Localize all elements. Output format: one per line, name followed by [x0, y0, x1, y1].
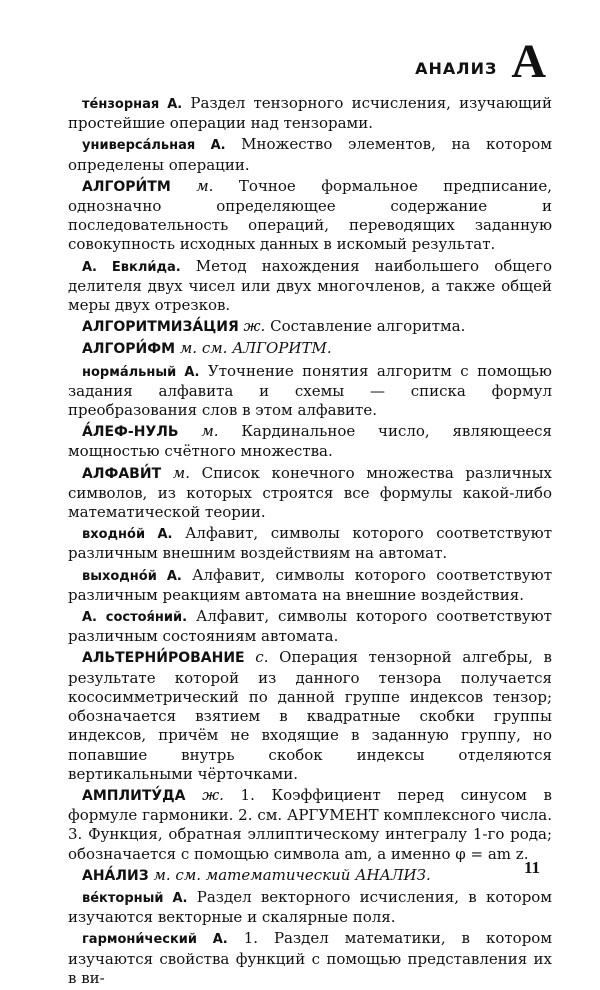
entry-amplituda [68, 786, 552, 864]
entry-definition: Уточнение понятия алгоритм с помощью задания алфавита и схемы — списка формул преобразования слов в этом алфавите. [68, 361, 552, 420]
entry-headword: АЛГОРИ́ФМ [82, 341, 176, 358]
entry-algoritm [68, 177, 552, 255]
entry-definition: 1. Раздел математики, в котором изучаются свойства функций с помощью представления их в ви- [68, 929, 552, 987]
entry-headword: АНА́ЛИЗ [82, 867, 149, 884]
entry-headword: АЛГОРИТМИЗА́ЦИЯ [82, 319, 239, 336]
entry-definition: Множество элементов, на котором определены операции. [68, 135, 552, 174]
header-letter: А [511, 35, 546, 88]
entry-analiz [68, 866, 552, 886]
entry-definition: Алфавит, символы которого соответствуют различным реакциям автомата на внешние воздействия. [68, 565, 552, 604]
entry-tenzornaya [68, 94, 552, 133]
running-header [415, 35, 546, 88]
entry-grammar: ж. [238, 317, 266, 336]
entry-definition: Метод нахождения наибольшего общего делителя двух чисел или двух многочленов, а также общей меры двух отрезков. [68, 256, 553, 315]
entry-headword: А́ЛЕФ-НУЛЬ [82, 424, 179, 441]
entry-grammar: м. [170, 176, 214, 195]
subentry-headword: А. состоя́ний. [82, 610, 188, 626]
entry-universalnaya [68, 135, 552, 174]
entry-alfavit [68, 464, 552, 523]
subentry-headword: входнóй А. [82, 527, 173, 543]
entry-definition: Раздел векторного исчисления, в котором изучаются векторные и скалярные поля. [68, 887, 552, 927]
entry-algoritmizaciya [68, 317, 552, 337]
entries-column [68, 94, 552, 990]
subentry-headword: гармони́ческий А. [82, 932, 228, 948]
entry-definition: Список конечного множества различных символов, из которых строятся все формулы какой-либо математической теории. [68, 463, 552, 522]
subentry-headword: нормáльный А. [82, 364, 200, 380]
entry-headword: АЛФАВИ́Т [82, 465, 162, 482]
entry-grammar: м. [161, 463, 190, 482]
subentry-headword: вéкторный А. [82, 890, 188, 906]
subentry-headword: А. Евкли́да. [82, 259, 181, 275]
entry-algorifm [68, 339, 552, 359]
entry-algoritm-evklida [68, 257, 552, 316]
entry-grammar: м. см. математический АНАЛИЗ. [148, 865, 431, 884]
entry-vkhodnoi-alfavit [68, 524, 552, 563]
entry-definition: Операция тензорной алгебры, в результате которой из данного тензора получается кососимметрический по данной группе индексов тензор; обозначается взятием в квадратные скобки группы индексов, причём не входящие в заданную группу, но попавшие внутрь скобок индексы отделяются вертикальными чёрточками. [68, 648, 553, 783]
entry-definition: Кардинальное число, являющееся мощностью счётного множества. [68, 422, 552, 461]
entry-grammar: м. [178, 422, 219, 441]
entry-definition: Алфавит, символы которого соответствуют различным внешним воздействиям на автомат. [68, 524, 552, 563]
entry-definition: Составление алгоритма. [265, 317, 466, 336]
entry-normalnyi-algorifm [68, 362, 552, 421]
entry-grammar: м. см. АЛГОРИТМ. [175, 339, 332, 358]
entry-headword: АМПЛИТУ́ДА [82, 787, 186, 804]
page-number: 11 [523, 858, 540, 877]
entry-alfavit-sostoyanii [68, 607, 552, 646]
entry-grammar: с. [244, 648, 269, 667]
entry-garmonicheskii-analiz [68, 929, 552, 988]
entry-headword: АЛГОРИ́ТМ [82, 178, 171, 195]
entry-vektornyi-analiz [68, 888, 552, 927]
header-word: АНАЛИЗ [415, 59, 498, 78]
entry-definition: Алфавит, символы которого соответствуют различным состояниям автомата. [68, 607, 552, 646]
subentry-headword: тéнзорная А. [82, 97, 183, 112]
entry-grammar: ж. [185, 785, 224, 804]
subentry-headword: выходнóй А. [82, 568, 182, 584]
entry-alef-nul [68, 422, 552, 461]
entry-headword: АЛЬТЕРНИ́РОВАНИЕ [82, 650, 245, 667]
entry-definition: Раздел тензорного исчисления, изучающий простейшие операции над тензорами. [68, 94, 552, 133]
entry-definition: 1. Коэффициент перед синусом в формуле гармоники. 2. см. АРГУМЕНТ комплексного числа. 3. Функция, обратная эллиптическому интегралу 1-го рода; обозначается с помощью символа am, а именно φ = am z. [68, 785, 552, 863]
entry-alternirovanie [68, 648, 552, 783]
entry-vykhodnoi-alfavit [68, 566, 552, 605]
subentry-headword: универсáльная А. [82, 138, 226, 154]
entry-definition: Точное формальное предписание, однозначно определяющее содержание и последовательность операций, переводящих заданную совокупность исходных данных в искомый результат. [68, 176, 552, 254]
